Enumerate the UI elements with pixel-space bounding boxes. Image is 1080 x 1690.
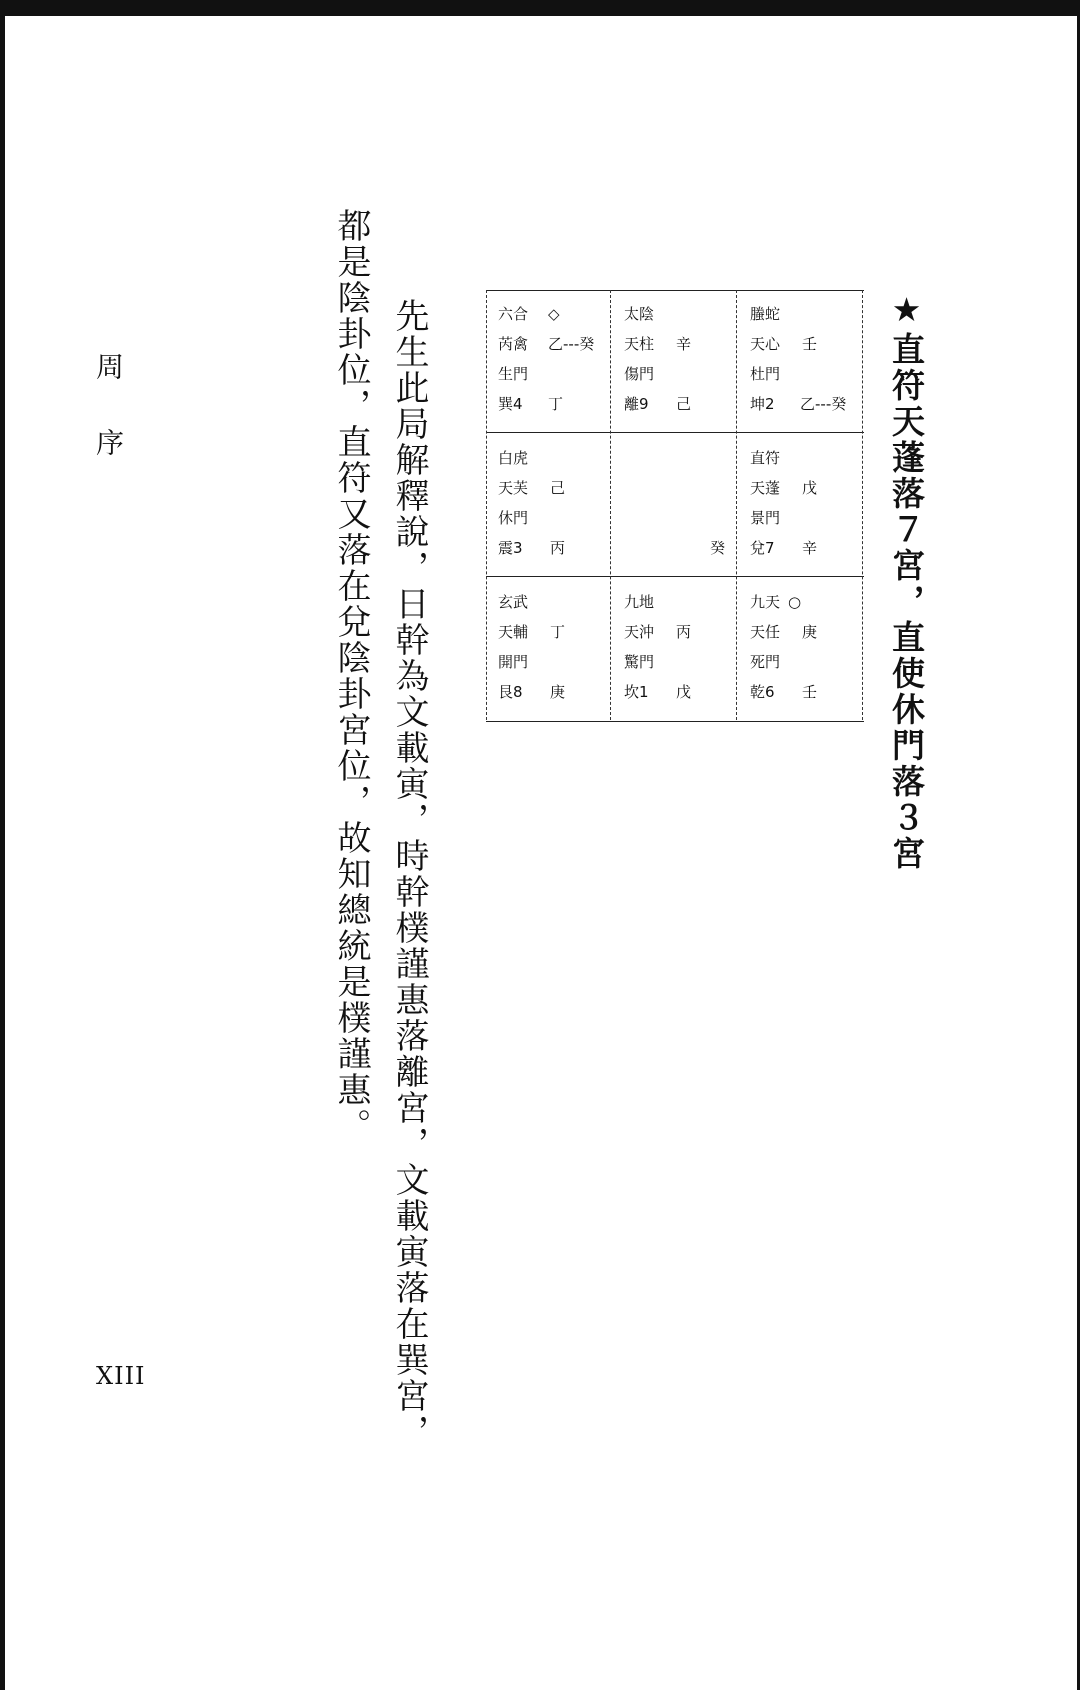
- star-stem: 己: [550, 479, 566, 497]
- star-label: 天蓬: [750, 479, 781, 497]
- chart-col-divider: [862, 290, 863, 720]
- god-label: 九地: [624, 593, 655, 611]
- star-stem: 戊: [802, 479, 818, 497]
- palace-cell-gen: [486, 578, 606, 714]
- palace-label: 兌7: [750, 539, 775, 557]
- palace-stem: 丁: [548, 395, 564, 413]
- palace-cell-li: [612, 290, 732, 426]
- palace-cell-xun: [486, 290, 606, 426]
- palace-stem: 丙: [550, 539, 566, 557]
- god-label: 九天: [750, 593, 781, 611]
- star-stem: 乙---癸: [548, 335, 595, 353]
- god-label: 玄武: [498, 593, 529, 611]
- body-text-column-1: 先生此局解釋說，日幹為文載寅，時幹樸謹惠落離宮，文載寅落在巽宮，: [389, 298, 429, 1450]
- left-border: [0, 0, 5, 1690]
- center-stem: 癸: [710, 539, 726, 557]
- palace-label: 坤2: [750, 395, 775, 413]
- chart-row-divider: [486, 576, 864, 577]
- god-label: 白虎: [498, 449, 529, 467]
- palace-cell-center: [612, 434, 732, 570]
- star-stem: 丁: [550, 623, 566, 641]
- qimen-chart: [486, 290, 866, 722]
- star-label: 天心: [750, 335, 781, 353]
- palace-stem: 壬: [802, 683, 818, 701]
- chart-row-divider: [486, 432, 864, 433]
- palace-stem: 戊: [676, 683, 692, 701]
- door-label: 生門: [498, 365, 529, 383]
- palace-label: 乾6: [750, 683, 775, 701]
- god-mark: ◇: [548, 305, 560, 323]
- palace-cell-dui: [738, 434, 858, 570]
- door-label: 驚門: [624, 653, 655, 671]
- door-label: 死門: [750, 653, 781, 671]
- running-head-char: 序: [92, 428, 125, 456]
- palace-label: 巽4: [498, 395, 523, 413]
- palace-stem: 辛: [802, 539, 818, 557]
- door-label: 休門: [498, 509, 529, 527]
- running-head-char: 周: [92, 352, 125, 380]
- star-stem: 丙: [676, 623, 692, 641]
- palace-cell-qian: [738, 578, 858, 714]
- god-label: 六合: [498, 305, 529, 323]
- door-label: 景門: [750, 509, 781, 527]
- palace-label: 震3: [498, 539, 523, 557]
- top-border: [0, 0, 1080, 16]
- page-number: XIII: [96, 1362, 146, 1390]
- section-heading: ★直符天蓬落７宮，直使休門落３宮: [887, 290, 926, 872]
- god-mark: ○: [788, 593, 802, 611]
- palace-cell-kan: [612, 578, 732, 714]
- palace-cell-zhen: [486, 434, 606, 570]
- palace-label: 坎1: [624, 683, 649, 701]
- door-label: 開門: [498, 653, 529, 671]
- god-label: 直符: [750, 449, 781, 467]
- door-label: 杜門: [750, 365, 781, 383]
- body-text-column-2: 都是陰卦位，直符又落在兌陰卦宮位，故知總統是樸謹惠。: [331, 208, 371, 1144]
- chart-col-divider: [610, 290, 611, 720]
- star-label: 天任: [750, 623, 781, 641]
- god-label: 螣蛇: [750, 305, 781, 323]
- star-label: 芮禽: [498, 335, 529, 353]
- star-label: 天柱: [624, 335, 655, 353]
- palace-stem: 己: [676, 395, 692, 413]
- palace-cell-kun: [738, 290, 858, 426]
- star-label: 天沖: [624, 623, 655, 641]
- star-label: 天芙: [498, 479, 529, 497]
- door-label: 傷門: [624, 365, 655, 383]
- star-stem: 辛: [676, 335, 692, 353]
- star-stem: 壬: [802, 335, 818, 353]
- palace-label: 離9: [624, 395, 649, 413]
- chart-col-divider: [736, 290, 737, 720]
- star-stem: 庚: [802, 623, 818, 641]
- palace-stem: 乙---癸: [800, 395, 847, 413]
- star-label: 天輔: [498, 623, 529, 641]
- palace-stem: 庚: [550, 683, 566, 701]
- god-label: 太陰: [624, 305, 655, 323]
- palace-label: 艮8: [498, 683, 523, 701]
